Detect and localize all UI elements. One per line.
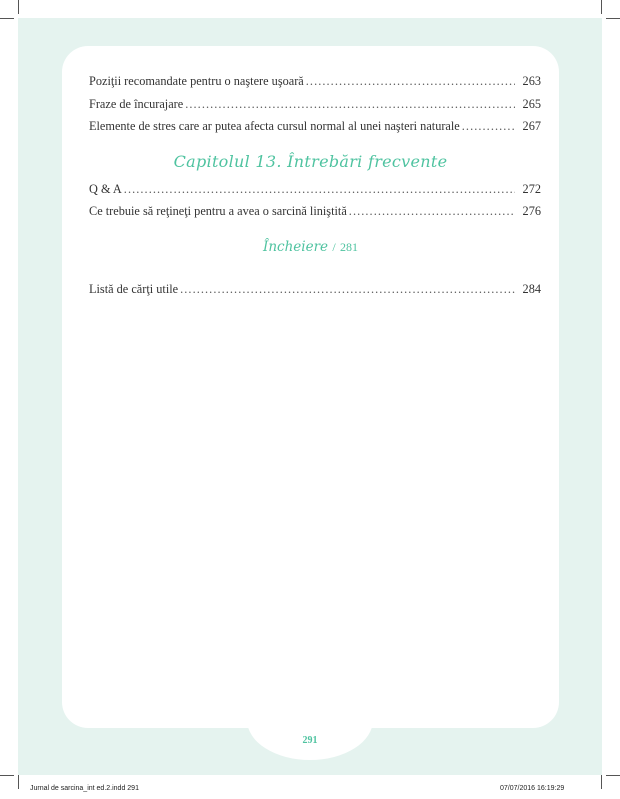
toc-entry-title: Q & A	[89, 182, 122, 196]
toc-entry-title: Listă de cărţi utile	[89, 282, 179, 296]
toc-entry	[89, 72, 541, 90]
toc-entry	[89, 280, 541, 298]
conclusion-separator: /	[332, 240, 336, 254]
toc-entry	[89, 180, 541, 198]
conclusion-heading	[62, 239, 559, 255]
dot-leader	[462, 117, 515, 135]
crop-mark	[606, 18, 620, 19]
crop-mark	[0, 775, 14, 776]
slug-file: Jurnal de sarcina_int ed.2.indd 291	[30, 785, 139, 792]
crop-mark	[601, 0, 602, 14]
crop-mark	[18, 775, 19, 789]
toc-entry-page: 272	[522, 182, 541, 196]
dot-leader	[180, 280, 515, 298]
page-number: 291	[302, 735, 318, 746]
toc-entry-title: Ce trebuie să reţineţi pentru a avea o sarcină liniştită	[89, 204, 347, 218]
crop-mark	[0, 18, 14, 19]
content-card	[62, 46, 559, 728]
toc-entry-title: Elemente de stres care ar putea afecta cursul normal al unei naşteri naturale	[89, 119, 460, 133]
toc-entry-page: 284	[522, 282, 541, 296]
toc-entry-page: 276	[522, 204, 541, 218]
toc-entry	[89, 117, 541, 135]
dot-leader	[124, 180, 515, 198]
dot-leader	[185, 95, 515, 113]
conclusion-label: Încheiere	[263, 239, 329, 255]
chapter-heading: Capitolul 13. Întrebări frecvente	[173, 152, 448, 171]
conclusion-page: 281	[339, 240, 358, 254]
toc-entry-title: Fraze de încurajare	[89, 97, 184, 111]
toc-entry	[89, 202, 541, 220]
slug-timestamp: 07/07/2016 16:19:29	[500, 785, 565, 792]
toc-entry-page: 265	[522, 97, 541, 111]
toc-entry-page: 263	[522, 74, 541, 88]
dot-leader	[349, 202, 515, 220]
dot-leader	[306, 72, 515, 90]
crop-mark	[601, 775, 602, 789]
crop-mark	[18, 0, 19, 14]
toc-entry	[89, 95, 541, 113]
toc-entry-title: Poziţii recomandate pentru o naştere uşoară	[89, 74, 304, 88]
toc-entry-page: 267	[522, 119, 541, 133]
crop-mark	[606, 775, 620, 776]
